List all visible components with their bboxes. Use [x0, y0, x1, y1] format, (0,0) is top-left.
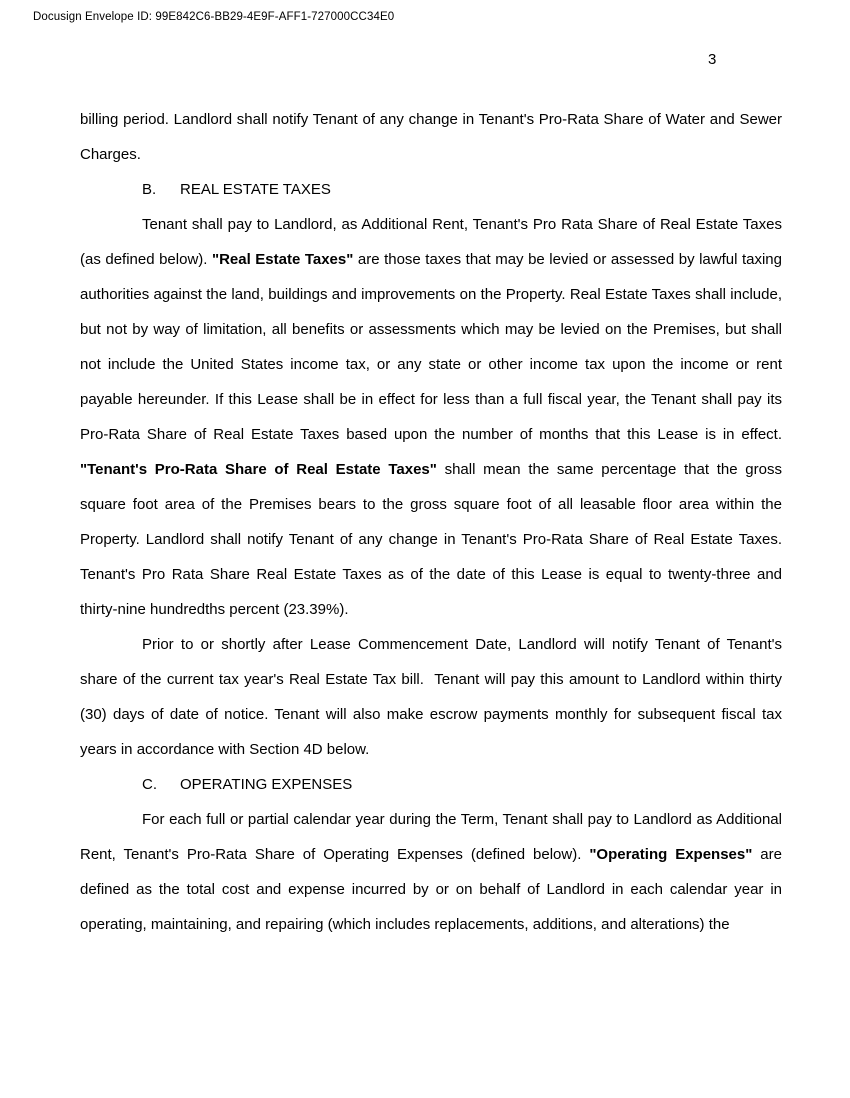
text-run: are those taxes that may be levied or assessed by lawful taxing authorities against the land, buildings and improvements on the Property. Real Estate Taxes shall include, but not by way of limitation, all benefits or assessments which may be levied on the Premises, but shall not include the United States income tax, or any state or other income tax upon the income or rent payable hereunder. If this Lease shall be in effect for less than a full fiscal year, the Tenant shall pay its Pro-Rata Share of Real Estate Taxes based upon the number of months that this Lease is in effect. — [80, 251, 782, 443]
text-run: "Real Estate Taxes" — [211, 251, 354, 268]
section-title: REAL ESTATE TAXES — [180, 181, 331, 198]
text-run: Prior to or shortly after Lease Commencement Date, Landlord will notify Tenant of Tenant's share of the current tax year's Real Estate Tax bill. Tenant will pay this amount to Landlord within thirty (30) days of date of notice. Tenant will also make escrow payments monthly for subsequent fiscal tax years in accordance with Section 4D below. — [80, 636, 782, 758]
text-run: "Tenant's Pro-Rata Share of Real Estate Taxes" — [80, 461, 437, 478]
paragraph — [80, 627, 782, 767]
page-number: 3 — [708, 51, 717, 68]
text-run: For each full or partial calendar year during the Term, Tenant shall pay to Landlord as Additional Rent, Tenant's Pro-Rata Share of Operating Expenses (defined below). — [80, 811, 782, 863]
section-letter: C. — [142, 776, 157, 793]
text-run: "Operating Expenses" — [589, 846, 753, 863]
docusign-envelope-id: Docusign Envelope ID: 99E842C6-BB29-4E9F-AFF1-727000CC34E0 — [33, 11, 395, 23]
paragraph — [80, 102, 782, 172]
text-run: Tenant shall pay to Landlord, as Additional Rent, Tenant's Pro Rata Share of Real Estate Taxes (as defined below). — [80, 216, 782, 268]
document-body — [80, 102, 782, 942]
text-run: billing period. Landlord shall notify Tenant of any change in Tenant's Pro-Rata Share of Water and Sewer Charges. — [80, 111, 782, 163]
section-heading — [80, 767, 782, 802]
paragraph — [80, 802, 782, 942]
section-letter: B. — [142, 181, 157, 198]
text-run: shall mean the same percentage that the gross square foot area of the Premises bears to the gross square foot of all leasable floor area within the Property. Landlord shall notify Tenant of any change in Tenant's Pro-Rata Share of Real Estate Taxes. Tenant's Pro Rata Share Real Estate Taxes as of the date of this Lease is equal to twenty-three and thirty-nine hundredths percent (23.39%). — [80, 461, 782, 618]
section-heading — [80, 172, 782, 207]
section-title: OPERATING EXPENSES — [180, 776, 353, 793]
paragraph — [80, 207, 782, 627]
text-run: are defined as the total cost and expense incurred by or on behalf of Landlord in each calendar year in operating, maintaining, and repairing (which includes replacements, additions, and alterations) the — [80, 846, 782, 933]
